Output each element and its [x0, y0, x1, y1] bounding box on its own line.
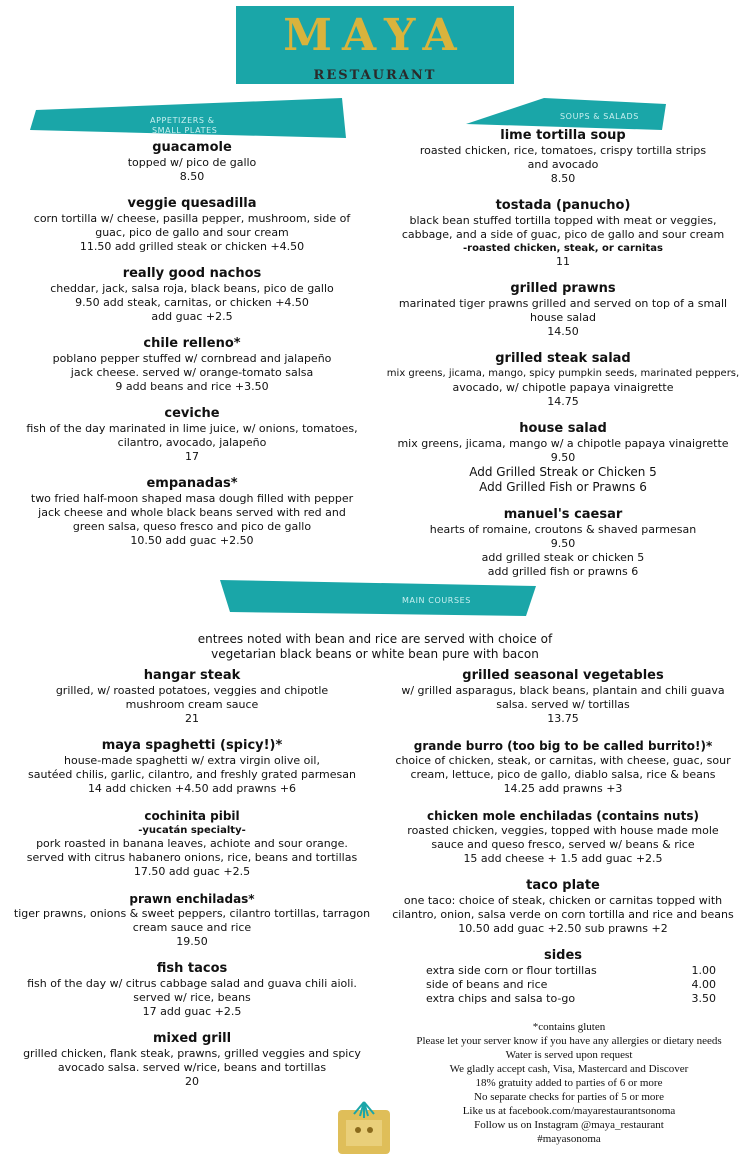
menu-item — [382, 421, 744, 495]
item-price: 11.50 add grilled steak or chicken +4.50 — [79, 240, 305, 253]
item-price: 14.25 add prawns +3 — [503, 782, 623, 795]
item-title: mixed grill — [152, 1031, 232, 1046]
menu-item — [14, 140, 370, 184]
item-desc: roasted chicken, rice, tomatoes, crispy tortilla strips — [419, 144, 707, 157]
note-line: *contains gluten — [532, 1021, 606, 1033]
item-title: prawn enchiladas* — [129, 892, 255, 906]
note-line: No separate checks for parties of 5 or more — [474, 1091, 664, 1103]
item-addon: Add Grilled Streak or Chicken 5 — [469, 465, 657, 479]
main-intro — [120, 632, 630, 662]
note-line: Follow us on Instagram @maya_restaurant — [474, 1119, 664, 1131]
item-desc: sauce and queso fresco, served w/ beans & rice — [431, 838, 695, 851]
item-desc: w/ grilled asparagus, black beans, plantain and chili guava — [401, 684, 725, 697]
soups-list — [382, 128, 744, 591]
menu-notes — [396, 1020, 742, 1146]
item-desc: fish of the day marinated in lime juice, w/ onions, tomatoes, — [26, 422, 358, 435]
sides-title: sides — [543, 948, 583, 963]
soups-banner-label: SOUPS & SALADS — [560, 112, 639, 121]
item-price: 14.75 — [547, 395, 579, 408]
main-courses-left — [10, 668, 374, 1101]
item-desc: mushroom cream sauce — [125, 698, 259, 711]
item-price: 13.75 — [547, 712, 579, 725]
side-name: extra side corn or flour tortillas — [426, 964, 597, 977]
item-price: 10.50 add guac +2.50 — [130, 534, 254, 547]
item-desc: avocado, w/ chipotle papaya vinaigrette — [452, 381, 674, 394]
item-title: fish tacos — [156, 961, 228, 976]
logo-subtitle: RESTAURANT — [313, 68, 437, 83]
item-title: tostada (panucho) — [495, 198, 631, 213]
item-addon: add grilled fish or prawns 6 — [487, 565, 639, 578]
item-desc: cream, lettuce, pico de gallo, diablo salsa, rice & beans — [410, 768, 716, 781]
item-price: 19.50 — [176, 935, 208, 948]
item-title: chicken mole enchiladas (contains nuts) — [427, 809, 699, 823]
menu-item — [382, 351, 744, 409]
side-price: 3.50 — [691, 992, 716, 1005]
item-desc: tiger prawns, onions & sweet peppers, cilantro tortillas, tarragon — [13, 907, 371, 920]
menu-item — [384, 668, 742, 726]
item-desc: corn tortilla w/ cheese, pasilla pepper, mushroom, side of — [33, 212, 351, 225]
item-title: house salad — [519, 421, 607, 436]
appetizers-banner-line2: SMALL PLATES — [152, 126, 218, 135]
item-addon: add grilled steak or chicken 5 — [481, 551, 645, 564]
item-price: 8.50 — [179, 170, 205, 183]
main-courses-banner — [220, 578, 538, 618]
item-addon: Add Grilled Fish or Prawns 6 — [479, 480, 647, 494]
item-title: grilled steak salad — [495, 351, 631, 366]
note-line: Water is served upon request — [505, 1049, 633, 1061]
item-title: taco plate — [526, 878, 600, 893]
item-desc: two fried half-moon shaped masa dough filled with pepper — [30, 492, 354, 505]
appetizers-list — [14, 140, 370, 560]
item-title: lime tortilla soup — [500, 128, 626, 143]
item-title: veggie quesadilla — [127, 196, 257, 211]
item-desc: grilled, w/ roasted potatoes, veggies and chipotle — [55, 684, 329, 697]
item-title: ceviche — [164, 406, 220, 421]
item-desc: served w/ rice, beans — [133, 991, 251, 1004]
sides-row — [426, 978, 742, 992]
item-title: manuel's caesar — [503, 507, 623, 522]
menu-item — [14, 196, 370, 254]
sides-section — [384, 948, 742, 1006]
item-price: 17 add guac +2.5 — [142, 1005, 242, 1018]
item-desc: topped w/ pico de gallo — [127, 156, 257, 169]
menu-item — [384, 878, 742, 936]
item-title: maya spaghetti (spicy!)* — [101, 738, 283, 753]
item-title: grilled seasonal vegetables — [462, 668, 664, 683]
menu-item — [14, 336, 370, 394]
item-desc: cheddar, jack, salsa roja, black beans, pico de gallo — [50, 282, 334, 295]
item-price: 21 — [185, 712, 199, 725]
item-title: empanadas* — [146, 476, 238, 491]
item-desc: salsa. served w/ tortillas — [496, 698, 630, 711]
restaurant-logo — [236, 6, 514, 84]
menu-item — [14, 406, 370, 464]
note-line: 18% gratuity added to parties of 6 or more — [475, 1077, 663, 1089]
item-price: 14.50 — [547, 325, 579, 338]
item-desc: mix greens, jicama, mango, spicy pumpkin seeds, marinated peppers, — [386, 368, 740, 379]
menu-item — [10, 891, 374, 949]
menu-item — [10, 808, 374, 879]
item-title: grande burro (too big to be called burrito!)* — [413, 739, 713, 753]
item-desc: choice of chicken, steak, or carnitas, with cheese, guac, sour — [395, 754, 731, 767]
item-desc: fish of the day w/ citrus cabbage salad and guava chili aioli. — [27, 977, 357, 990]
side-price: 4.00 — [691, 978, 716, 991]
item-desc: pork roasted in banana leaves, achiote and sour orange. — [36, 837, 348, 850]
maya-figure-icon — [334, 1100, 396, 1156]
item-desc: mix greens, jicama, mango w/ a chipotle papaya vinaigrette — [397, 437, 729, 450]
item-desc: cabbage, and a side of guac, pico de gallo and sour cream — [401, 228, 725, 241]
menu-item — [384, 808, 742, 866]
item-price: 8.50 — [550, 172, 576, 185]
item-desc: cilantro, avocado, jalapeño — [117, 436, 267, 449]
menu-item — [382, 128, 744, 186]
item-price: 9.50 add steak, carnitas, or chicken +4.50 — [75, 296, 309, 309]
item-desc: sautéed chilis, garlic, cilantro, and freshly grated parmesan — [28, 768, 356, 781]
note-line: Please let your server know if you have any allergies or dietary needs — [416, 1035, 722, 1047]
main-courses-right — [384, 668, 742, 1018]
item-desc: guac, pico de gallo and sour cream — [95, 226, 289, 239]
item-title: guacamole — [152, 140, 232, 155]
item-desc: cilantro, onion, salsa verde on corn tortilla and rice and beans — [392, 908, 734, 921]
item-price: 10.50 add guac +2.50 sub prawns +2 — [458, 922, 668, 935]
item-desc: one taco: choice of steak, chicken or carnitas topped with — [403, 894, 723, 907]
appetizers-banner-line1: APPETIZERS & — [150, 116, 215, 125]
item-price: 11 — [556, 255, 570, 268]
main-courses-label: MAIN COURSES — [402, 596, 471, 605]
item-price: 9.50 — [550, 537, 576, 550]
menu-item — [10, 738, 374, 796]
item-title: cochinita pibil — [144, 809, 240, 823]
side-price: 1.00 — [691, 964, 716, 977]
item-desc: jack cheese. served w/ orange-tomato salsa — [70, 366, 314, 379]
item-price: 15 add cheese + 1.5 add guac +2.5 — [463, 852, 663, 865]
menu-item — [14, 476, 370, 548]
item-price: 17.50 add guac +2.5 — [133, 865, 251, 878]
item-desc: poblano pepper stuffed w/ cornbread and jalapeño — [52, 352, 332, 365]
item-desc: cream sauce and rice — [132, 921, 252, 934]
item-desc: served with citrus habanero onions, rice, beans and tortillas — [26, 851, 358, 864]
menu-item — [10, 961, 374, 1019]
menu-item — [382, 507, 744, 579]
item-desc: roasted chicken, veggies, topped with house made mole — [407, 824, 719, 837]
menu-item — [384, 738, 742, 796]
side-name: side of beans and rice — [426, 978, 548, 991]
item-price: 20 — [185, 1075, 199, 1088]
menu-item — [382, 198, 744, 269]
item-desc: black bean stuffed tortilla topped with meat or veggies, — [409, 214, 717, 227]
item-desc: hearts of romaine, croutons & shaved parmesan — [429, 523, 697, 536]
item-desc: marinated tiger prawns grilled and served on top of a small — [398, 297, 728, 310]
item-price: 9.50 — [550, 451, 576, 464]
item-desc: house salad — [530, 311, 596, 324]
logo-wordmark: MAYA — [283, 10, 467, 61]
note-line: #mayasonoma — [537, 1133, 601, 1145]
intro-line: entrees noted with bean and rice are served with choice of — [197, 632, 553, 646]
note-line: We gladly accept cash, Visa, Mastercard and Discover — [449, 1063, 689, 1075]
item-desc: jack cheese and whole black beans served with red and — [38, 506, 346, 519]
item-desc: green salsa, queso fresco and pico de gallo — [72, 520, 312, 533]
side-name: extra chips and salsa to-go — [426, 992, 576, 1005]
item-price: 14 add chicken +4.50 add prawns +6 — [87, 782, 297, 795]
item-price: 9 add beans and rice +3.50 — [115, 380, 269, 393]
item-desc: avocado salsa. served w/rice, beans and tortillas — [57, 1061, 327, 1074]
menu-item — [10, 668, 374, 726]
sides-row — [426, 992, 742, 1006]
item-addon: add guac +2.5 — [151, 310, 233, 323]
menu-item — [382, 281, 744, 339]
item-price: 17 — [185, 450, 199, 463]
item-desc: and avocado — [527, 158, 599, 171]
menu-item — [14, 266, 370, 324]
item-title: hangar steak — [143, 668, 241, 683]
item-title: grilled prawns — [510, 281, 616, 296]
menu-item — [10, 1031, 374, 1089]
item-desc: house-made spaghetti w/ extra virgin olive oil, — [64, 754, 320, 767]
note-line: Like us at facebook.com/mayarestaurantsonoma — [462, 1105, 676, 1117]
item-title: chile relleno* — [143, 336, 241, 351]
intro-line: vegetarian black beans or white bean pure with bacon — [211, 647, 539, 661]
item-tag: -yucatán specialty- — [138, 825, 246, 836]
item-desc: grilled chicken, flank steak, prawns, grilled veggies and spicy — [23, 1047, 361, 1060]
sides-row — [426, 964, 742, 978]
item-options: -roasted chicken, steak, or carnitas — [463, 243, 663, 254]
item-title: really good nachos — [122, 266, 262, 281]
